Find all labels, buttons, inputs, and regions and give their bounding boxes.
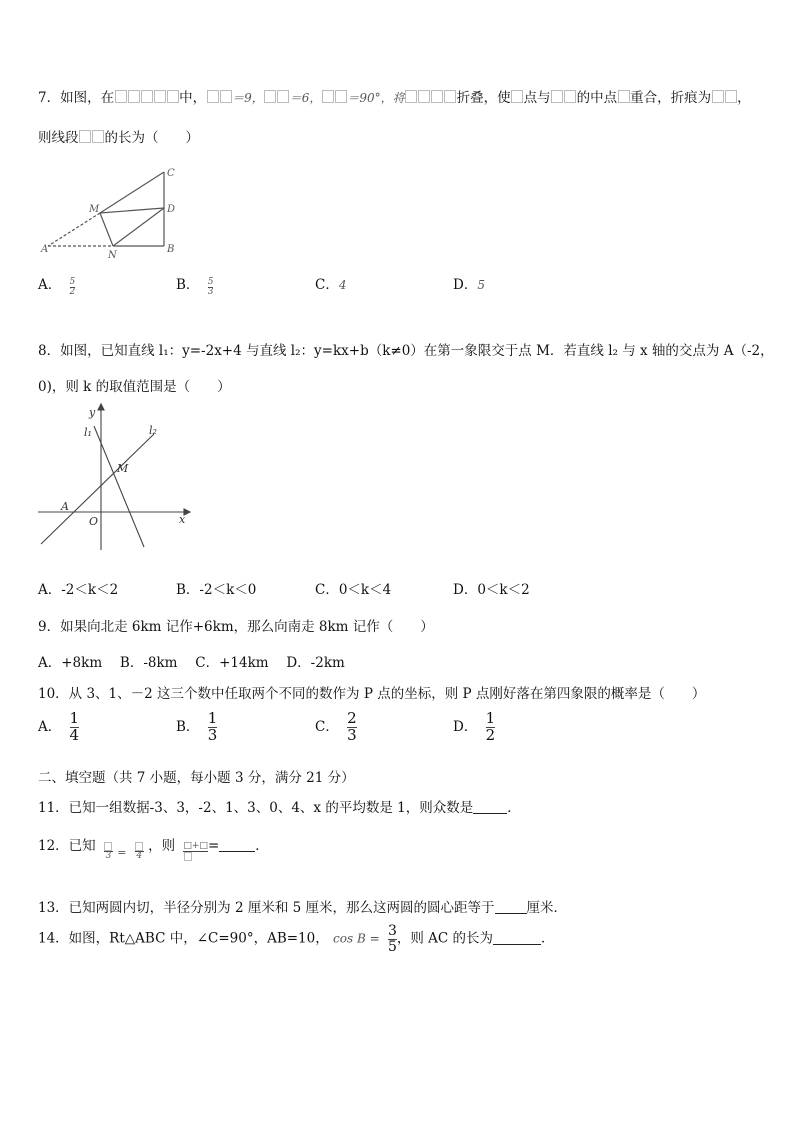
q10-option-d: D． $\frac{1}{2}$	[453, 709, 496, 744]
q8-label-a: A	[61, 500, 69, 513]
q14-line: 14．如图，Rt△ABC 中，∠C=90°，AB=10， cos B = $\frac{3}{5}$ ，则 AC 的长为 ．	[38, 923, 555, 955]
q10-option-c: C． $\frac{2}{3}$	[315, 709, 357, 744]
q7-line-2: 则线段 的长为（ ）	[38, 130, 199, 146]
section-2-heading: 二、填空题（共 7 小题，每小题 3 分，满分 21 分）	[38, 770, 355, 786]
q10-option-a: A． $\frac{1}{4}$	[38, 709, 80, 744]
q7-label-m: M	[89, 204, 100, 215]
q7-label-b: B	[167, 244, 175, 255]
q11-line: 11．已知一组数据-3、3，-2、1、3、0、4、x 的平均数是 1，则众数是 ．	[38, 800, 521, 816]
q7-label-a: A	[41, 244, 49, 255]
q8-figure	[36, 402, 196, 552]
q8-line-2: 0)，则 k 的取值范围是（ ）	[38, 379, 231, 395]
q7-option-b: B． $\frac{5}{3}$	[176, 276, 214, 297]
q12-line: 12．已知 3 $_=$ 4 ，则 □+□ = ．	[38, 838, 269, 861]
q7-option-c: C．4	[315, 277, 347, 293]
q7-label-n: N	[108, 250, 117, 261]
q9-options: A．+8km B．-8km C．+14km D．-2km	[38, 655, 345, 671]
q7-label-c: C	[167, 168, 175, 179]
q8-option-a: A．-2＜k＜2	[38, 582, 119, 598]
q8-option-d: D．0＜k＜2	[453, 582, 530, 598]
q8-label-y: y	[89, 406, 96, 419]
q8-label-x: x	[179, 513, 186, 526]
q8-label-l2: l₂	[149, 424, 157, 437]
q7-figure	[38, 162, 188, 262]
q8-option-b: B．-2＜k＜0	[176, 582, 257, 598]
q8-option-c: C．0＜k＜4	[315, 582, 392, 598]
q7-line-1: 7．如图，在 中， ＝9， ＝6， ＝90°，将 折叠，使 点与 的中点 重合，折痕为 ，	[38, 90, 751, 106]
q9-line-1: 9．如果向北走 6km 记作+6km，那么向南走 8km 记作（ ）	[38, 619, 434, 635]
q8-label-l1: l₁	[84, 426, 92, 439]
q7-option-a: A． $\frac{5}{2}$	[38, 276, 76, 297]
q10-option-b: B． $\frac{1}{3}$	[176, 709, 218, 744]
q8-label-o: O	[89, 515, 99, 528]
q7-label-d: D	[167, 204, 176, 215]
q8-label-m: M	[117, 462, 129, 475]
q10-line-1: 10．从 3、1、－2 这三个数中任取两个不同的数作为 P 点的坐标，则 P 点刚好落在第四象限的概率是（ ）	[38, 686, 706, 702]
q7-option-d: D．5	[453, 277, 485, 293]
q13-line: 13．已知两圆内切，半径分别为 2 厘米和 5 厘米，那么这两圆的圆心距等于 厘米．	[38, 900, 568, 916]
q8-line-1: 8．如图，已知直线 l₁：y=-2x+4 与直线 l₂：y=kx+b（k≠0）在第一象限交于点 M．若直线 l₂ 与 x 轴的交点为 A（-2，	[38, 343, 774, 359]
